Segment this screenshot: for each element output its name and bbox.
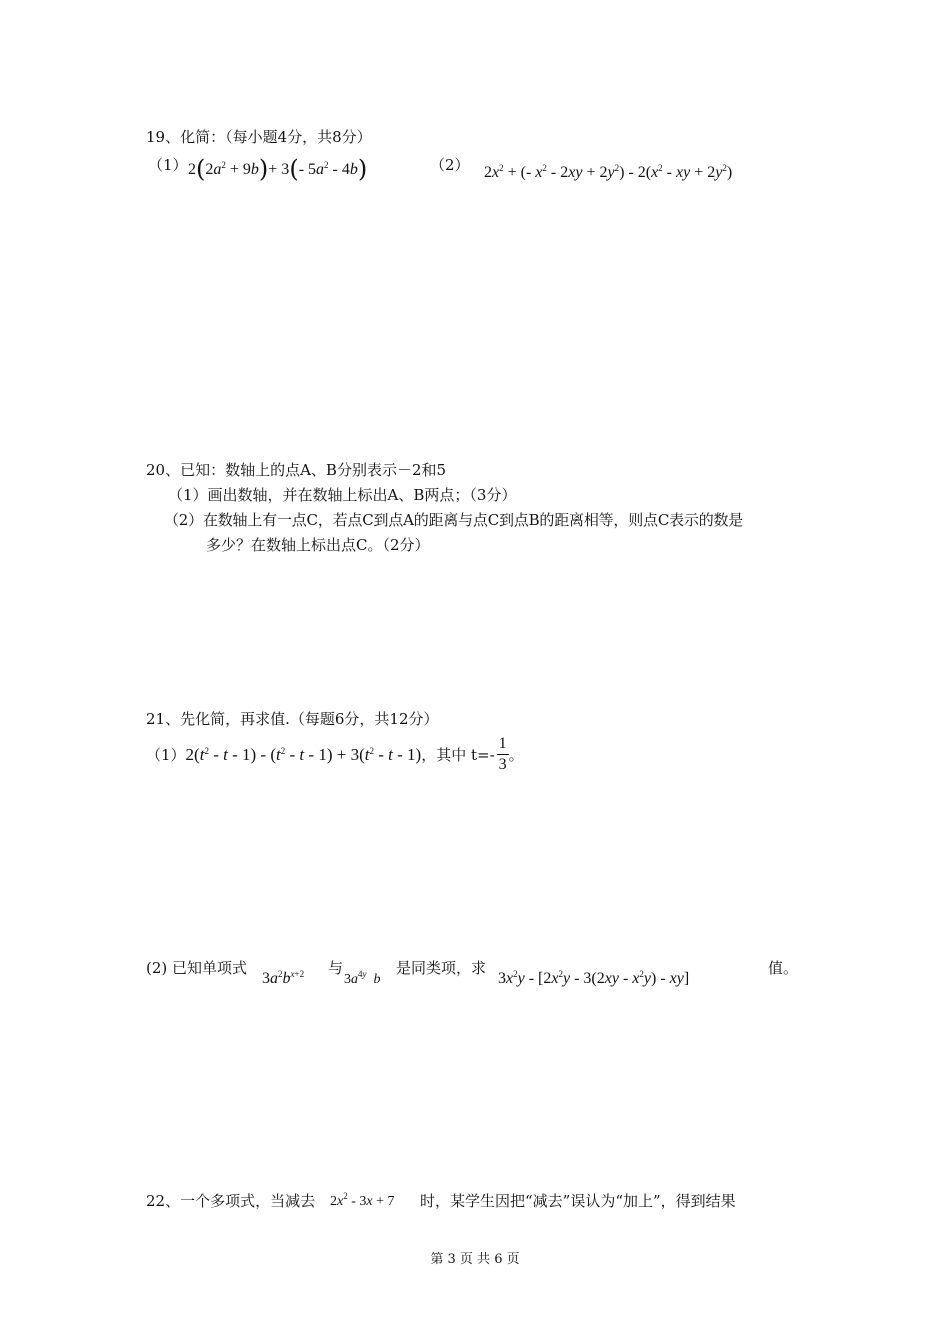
q21-title: 21、先化简，再求值.（每题6分，共12分） <box>146 710 439 728</box>
q21-part1-end: 。 <box>508 745 524 764</box>
q21-fraction <box>497 736 509 773</box>
q21-part2-and: 与 <box>328 959 344 977</box>
q20-title: 20、已知：数轴上的点A、B分别表示－2和5 <box>146 461 447 479</box>
q22-prefix: 22、一个多项式，当减去 <box>146 1192 316 1210</box>
q21-part1 <box>146 736 524 773</box>
q20-part2-line2: 多少？在数轴上标出点C。（2分） <box>206 536 430 554</box>
q21-part1-expression: $2(t^2 - t - 1) - (t^2 - t - 1) + 3(t^2 - t - 1)$ <box>185 744 422 764</box>
q21-part1-condition: ，其中 t=- <box>421 745 495 764</box>
q21-fraction-numerator: 1 <box>497 736 509 755</box>
q20-part1: （1）画出数轴，并在数轴上标出A、B两点；（3分） <box>168 486 517 504</box>
q21-part1-label: （1） <box>146 745 186 764</box>
page-footer: 第 3 页 共 6 页 <box>430 1252 520 1267</box>
q21-part2-expression: $3x^2y - [2x^2y - 3(2xy - x^2y) - xy]$ <box>498 969 690 987</box>
q20-part2-line1: （2）在数轴上有一点C，若点C到点A的距离与点C到点B的距离相等，则点C表示的数是 <box>164 511 744 529</box>
q21-part2-label: (2) 已知单项式 <box>146 959 248 977</box>
q21-part2-mid: 是同类项，求 <box>396 959 487 977</box>
q19-part1-label: （1） <box>148 156 188 174</box>
q19-part2-expression: $2x^2$ + (- $x^2 - 2xy + 2y^2) - 2(x^2$ - xy + $2y^2$) <box>484 163 733 181</box>
q21-part2 <box>146 958 826 994</box>
q19-part1-expression: $2(2a^2 + 9b)+ 3(-$ $5a^2 - 4b$) <box>188 155 368 183</box>
q21-fraction-denominator: 3 <box>498 756 507 773</box>
q22-suffix: 时，某学生因把“减去”误认为“加上”，得到结果 <box>420 1192 736 1210</box>
q19-title: 19、化简：（每小题4分，共8分） <box>146 128 372 146</box>
q21-part2-end: 值。 <box>768 959 799 977</box>
monomial-1: $3a^2b^{x+2}$ <box>262 969 305 987</box>
q19-part2-label: （2） <box>430 156 470 174</box>
q22-expression: $2x^2 - 3x + 7$ <box>330 1191 395 1209</box>
monomial-2: $3a^{4y}$ b <box>344 969 381 987</box>
